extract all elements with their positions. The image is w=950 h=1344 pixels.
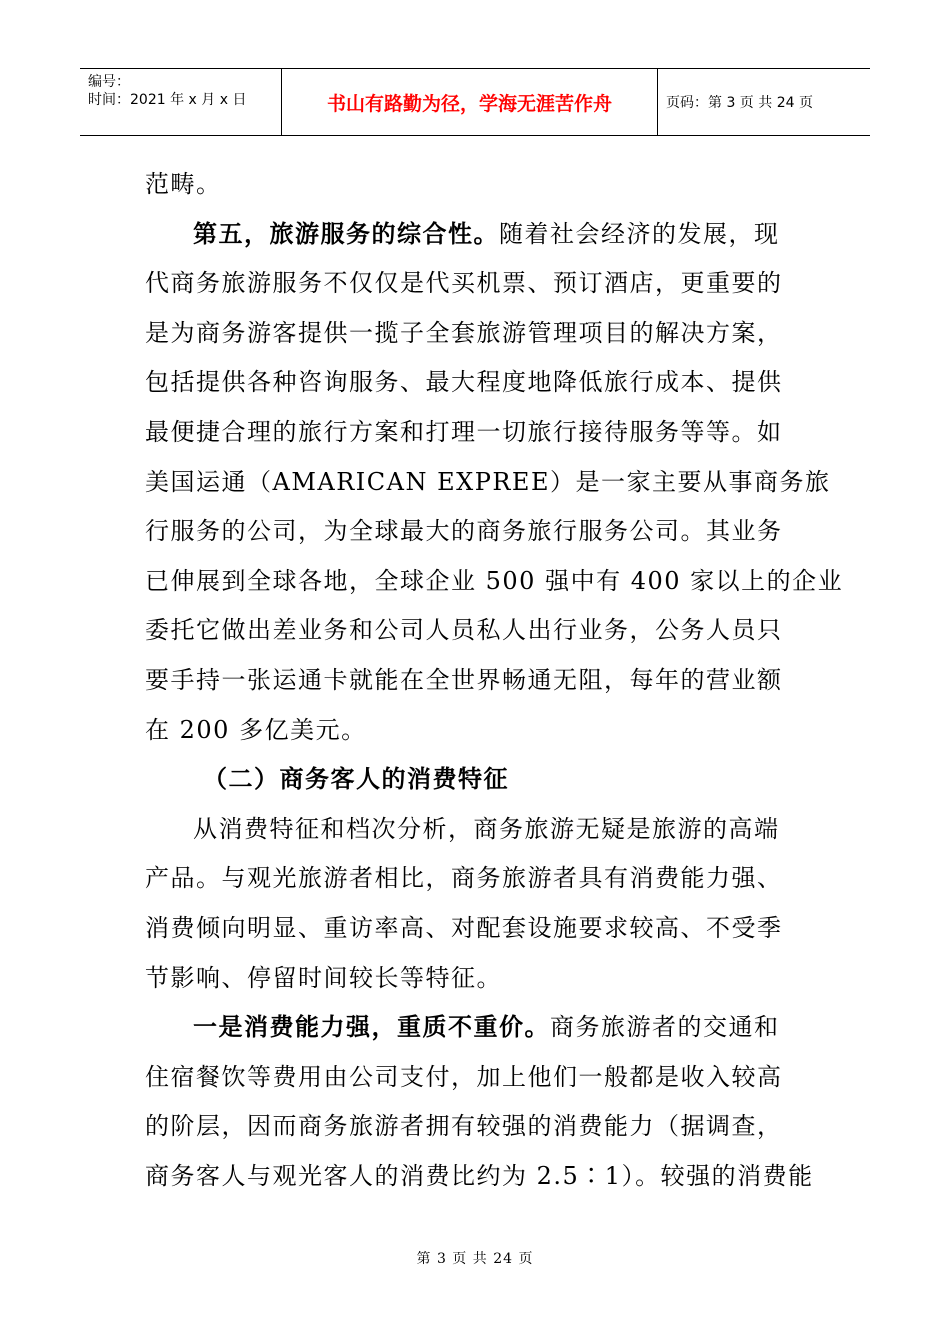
body-line: 商务客人与观光客人的消费比约为 2.5∶1）。较强的消费能	[145, 1161, 814, 1190]
header-page-info: 页码：第 3 页 共 24 页	[666, 95, 813, 111]
body-line: 产品。与观光旅游者相比，商务旅游者具有消费能力强、	[145, 864, 783, 893]
header-meta-cell	[80, 69, 282, 135]
body-line: 最便捷合理的旅行方案和打理一切旅行接待服务等等。如	[145, 417, 783, 446]
body-line: 范畴。	[145, 170, 222, 198]
document-number-label: 编号：	[88, 74, 130, 90]
body-line: 住宿餐饮等费用由公司支付，加上他们一般都是收入较高	[145, 1062, 783, 1091]
page-header	[80, 68, 870, 136]
header-motto: 书山有路勤为径，学海无涯苦作舟	[282, 69, 658, 135]
body-line: 从消费特征和档次分析，商务旅游无疑是旅游的高端	[193, 814, 780, 843]
body-line	[145, 1003, 810, 1053]
document-time-label: 时间：2021 年 x 月 x 日	[88, 92, 247, 108]
section-lead-bold: 一是消费能力强，重质不重价。	[193, 1013, 550, 1042]
body-line: 代商务旅游服务不仅仅是代买机票、预订酒店，更重要的	[145, 269, 783, 298]
body-text: 商务旅游者的交通和	[550, 1013, 780, 1042]
body-line: 要手持一张运通卡就能在全世界畅通无阻，每年的营业额	[145, 665, 783, 694]
body-line: 节影响、停留时间较长等特征。	[145, 963, 502, 992]
body-line: 委托它做出差业务和公司人员私人出行业务，公务人员只	[145, 616, 783, 645]
body-line: 美国运通（AMARICAN EXPREE）是一家主要从事商务旅	[145, 467, 831, 496]
page-footer: 第 3 页 共 24 页	[416, 1251, 534, 1267]
body-line: 消费倾向明显、重访率高、对配套设施要求较高、不受季	[145, 913, 783, 942]
section-lead-bold: 第五，旅游服务的综合性。	[193, 219, 499, 248]
body-line: 已伸展到全球各地，全球企业 500 强中有 400 家以上的企业	[145, 566, 844, 595]
body-line: 包括提供各种咨询服务、最大程度地降低旅行成本、提供	[145, 368, 783, 397]
body-line: 行服务的公司，为全球最大的商务旅行服务公司。其业务	[145, 517, 783, 546]
document-body	[145, 160, 844, 1201]
body-line: 是为商务游客提供一揽子全套旅游管理项目的解决方案，	[145, 318, 783, 347]
body-line: 在 200 多亿美元。	[145, 715, 367, 744]
section-heading: （二）商务客人的消费特征	[203, 765, 509, 794]
body-line	[145, 210, 810, 260]
body-text: 随着社会经济的发展，现	[499, 219, 780, 248]
body-line: 的阶层，因而商务旅游者拥有较强的消费能力（据调查，	[145, 1112, 783, 1141]
